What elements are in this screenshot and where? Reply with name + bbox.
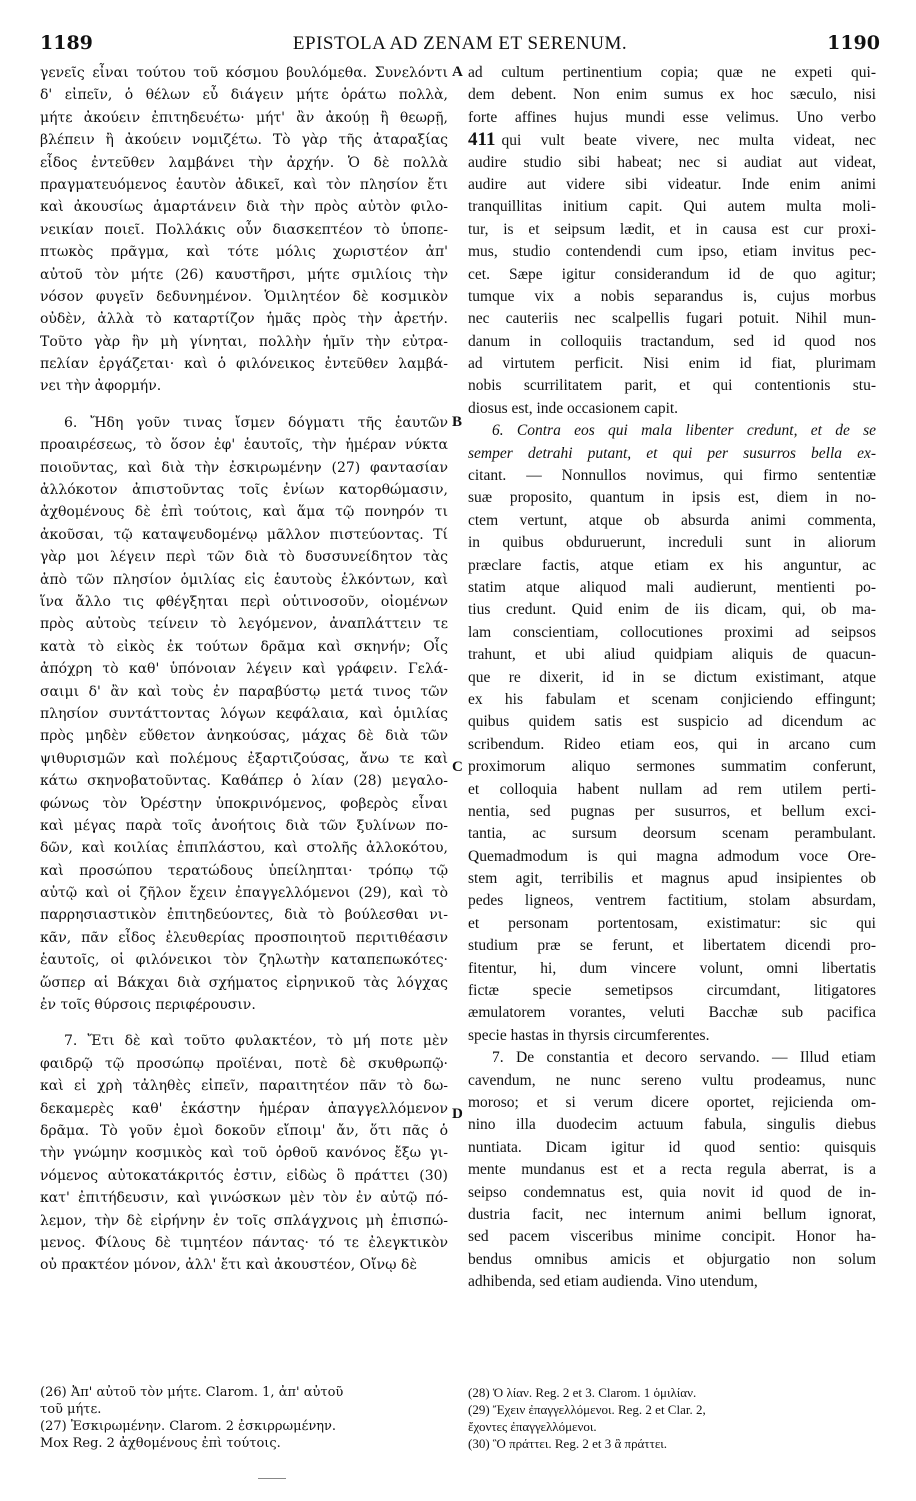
text-line: cavendum, ne nunc sereno vultu prodeamus, nunc xyxy=(468,1071,876,1089)
text-line: ψιθυρισμῶν καὶ πολέμους ἐξαρτιζούσας, ἄνω τε καὶ xyxy=(40,750,448,767)
text-line: πελίαν ἐργάζεται· καὶ ὁ φιλόνεικος ἐντεῦθεν λαμβά- xyxy=(40,356,448,373)
text-line: πρὸς μηδὲν εὔθετον ἀνηκούσας, μάχας δὲ διὰ τῶν xyxy=(40,728,448,745)
text-line xyxy=(40,1016,448,1030)
text-line: μήτε ἀκούειν ἐπιτηδευέτω· μήτ' ἂν ἀκούῃ ἢ θεωρῇ, xyxy=(40,109,448,126)
text-line: Quemadmodum is qui magna admodum voce Ore- xyxy=(468,847,876,865)
page-number-left: 1189 xyxy=(40,32,93,54)
greek-column xyxy=(40,62,448,1277)
text-line: κάτω σκηνοβατοῦντας. Καθάπερ ὁ λίαν (28) μεγαλο- xyxy=(40,773,448,790)
text-line: δ' εἰπεῖν, ὁ θέλων εὖ διάγειν μήτε ὁράτω πολλὰ, xyxy=(40,87,448,104)
text-line: suæ proposito, quantum in ipsis est, diem in no- xyxy=(468,489,876,507)
text-line: ἀχθομένους δὲ ἐπὶ τούτοις, καὶ ἅμα τῷ πονηρόν τι xyxy=(40,504,448,521)
text-line: mente mundanus est et a recta regula aberrat, is a xyxy=(468,1161,876,1179)
text-line: νεικίαν ποιεῖ. Πολλάκις οὖν διασκεπτέον τὸ ὑποπε- xyxy=(40,221,448,238)
footnote-line: τοῦ μήτε. xyxy=(40,1402,102,1417)
margin-marker-d: D xyxy=(452,1106,463,1122)
text-line: scribendum. Rideo etiam eos, qui in arcano cum xyxy=(468,735,876,753)
text-line: εἶδος ἐντεῦθεν λαμβάνει τὴν ἀρχήν. Ὁ δὲ πολλὰ xyxy=(40,154,448,171)
text-line: ἐν τοῖς θύρσοις περιφέρουσιν. xyxy=(40,997,256,1014)
text-line: moroso; et si verum dicere oportet, rejicienda om- xyxy=(468,1093,876,1111)
text-line: ἀκοῦσαι, τῷ καταψευδομένῳ μᾶλλον πιστεύοντας. Τί xyxy=(40,526,448,543)
text-line: mus, studio contendendi cum ipso, etiam invitus pec- xyxy=(468,243,876,261)
text-line: proximorum aliquo sermones summatim conferunt, xyxy=(468,758,876,776)
text-line: fitentur, hi, dum vincere volunt, omni libertatis xyxy=(468,959,876,977)
text-line: ἑαυτοῖς, οἱ φιλόνεικοι τὸν ζηλωτὴν καταπεπωκότες· xyxy=(40,952,448,969)
text-line: stem agit, terribilis et magnus apud insipientes ob xyxy=(468,870,876,888)
margin-marker-b: B xyxy=(452,414,463,430)
running-title: EPISTOLA AD ZENAM ET SERENUM. xyxy=(292,33,628,54)
text-line: γὰρ μοι λέγειν περὶ τῶν διὰ τὸ δυσσυνείδητον τὰς xyxy=(40,549,448,566)
text-line: 6. Ἤδη γοῦν τινας ἴσμεν δόγματι τῆς ἑαυτῶν xyxy=(64,414,448,431)
text-line: ἀπὸ τῶν πλησίον ὁμιλίας εἰς ἑαυτοὺς ἑλκόντων, καὶ xyxy=(40,571,448,588)
text-line: νόμενος αὐτοκατάκριτός ἐστιν, εἰδὼς ὃ πράττει (30) xyxy=(40,1167,448,1184)
text-line: κατ' ἐπιτήδευσιν, καὶ γινώσκων μὲν τὸν ἐν αὐτῷ πό- xyxy=(40,1190,448,1207)
text-line: λεμον, τὴν δὲ εἰρήνην ἐν τοῖς σπλάγχνοις μὴ ἐπισπώ- xyxy=(40,1212,448,1229)
text-line: tius credunt. Quid enim de iis dicam, qui, ob ma- xyxy=(468,601,876,619)
text-line: æmulatorem vorantes, veluti Bacchæ sub pacifica xyxy=(468,1004,876,1022)
text-line: ad cultum pertinentium copia; quæ ne expeti qui- xyxy=(468,64,876,81)
text-line: ctem vertunt, atque ob absurda animi commenta, xyxy=(468,511,876,529)
text-line: præclare factis, atque etiam ex his anguntur, ac xyxy=(468,556,876,574)
text-line: προαιρέσεως, τὸ ὅσον ἐφ' ἑαυτοῖς, τὴν ἡμέραν νύκτα xyxy=(40,437,448,454)
text-line: οὐ πρακτέον μόνον, ἀλλ' ἔτι καὶ ἀκουστέον, Οἴνῳ δὲ xyxy=(40,1257,417,1274)
text-line: 7. De constantia et decoro servando. — Illud etiam xyxy=(492,1049,876,1067)
footer-rule xyxy=(258,1478,286,1479)
text-line: πραγματευόμενος ἑαυτὸν ἀδικεῖ, καὶ τὸν πλησίον ἔτι xyxy=(40,176,448,193)
text-line: et personam portentosam, existimatur: sic qui xyxy=(468,914,876,932)
text-line: 6. Contra eos qui mala libenter credunt, et de se xyxy=(492,422,876,440)
text-line: δεκαμερὲς καθ' ἑκάστην ἡμέραν ἀπαγγελλόμενον xyxy=(40,1100,448,1117)
footnotes-left xyxy=(40,1384,448,1452)
text-line: Τοῦτο γὰρ ἣν μὴ γίνηται, πολλὴν ἡμῖν τὴν εὐτρα- xyxy=(40,333,448,350)
text-line: dustria facit, nec internum animi bellum ignorat, xyxy=(468,1205,876,1223)
text-line: δῶν, καὶ κοιλίας ἐπιπλάστου, καὶ στολῆς ἀλλοκότου, xyxy=(40,840,448,857)
footnote-line: (26) Ἀπ' αὐτοῦ τὸν μήτε. Clarom. 1, ἀπ' αὐτοῦ xyxy=(40,1385,344,1400)
text-line: sed pacem visceribus minime concipit. Honor ha- xyxy=(468,1228,876,1246)
text-line: lam conscientiam, collocutiones proximi ad seipsos xyxy=(468,623,876,641)
text-line: αὐτῷ καὶ οἱ ζῆλον ἔχειν ἐπαγγελλόμενοι (29), καὶ τὸ xyxy=(40,885,448,902)
text-line: ἵνα ἄλλο τις φθέγξηται περὶ οὑτινοσοῦν, οἰομένων xyxy=(40,593,448,610)
text-line: καὶ προσώπου τερατώδους ὑπείληπται· τρόπῳ τῷ xyxy=(40,862,448,879)
text-line: que re dixerit, id in se dictum existimant, atque xyxy=(468,668,876,686)
text-line: βλέπειν ἢ ἀκούειν νομιζέτω. Τὸ γὰρ τῆς ἀταραξίας xyxy=(40,132,448,149)
footnote-line: Mox Reg. 2 ἀχθομένους ἐπὶ τούτοις. xyxy=(40,1436,281,1451)
text-line: νει τὴν ἀφορμήν. xyxy=(40,378,162,395)
text-line: tur, is et seipsum lædit, et in causa est cur proxi- xyxy=(468,220,876,238)
running-header xyxy=(40,32,880,58)
text-line: dem debent. Non enim sumus ex hoc sæculo, nisi xyxy=(468,86,876,104)
text-line: 7. Ἔτι δὲ καὶ τοῦτο φυλακτέον, τὸ μή ποτε μὲν xyxy=(64,1033,448,1050)
text-line: danum in colloquiis tractandum, sed id quod nos xyxy=(468,332,876,350)
footnote-line: (28) Ὁ λίαν. Reg. 2 et 3. Clarom. 1 ὁμιλίαν. xyxy=(468,1385,697,1400)
text-line: cet. Sæpe igitur considerandum id de quo agitur; xyxy=(468,265,876,283)
text-line: καὶ ἀκουσίως ἁμαρτάνειν διὰ τὴν πρὸς αὐτὸν φιλο- xyxy=(40,199,448,216)
text-line: πρὸς αὐτοὺς τείνειν τὸ λεγόμενον, ἀναπλάττειν τε xyxy=(40,616,448,633)
text-line: μενος. Φίλους δὲ τιμητέον πάντας· τό τε ἐλεγκτικὸν xyxy=(40,1234,448,1251)
text-line: tranquillitas initium capit. Qui autem multa moli- xyxy=(468,198,876,216)
text-line: ποιοῦντας, καὶ διὰ τὴν ἐσκιρωμένην (27) φαντασίαν xyxy=(40,459,448,476)
text-line: δρᾶμα. Τὸ γοῦν ἐμοὶ δοκοῦν εἴποιμ' ἄν, ὅτι πᾶς ὁ xyxy=(40,1122,448,1139)
text-line: nobis scurrilitatem parit, et qui contentionis stu- xyxy=(468,377,876,395)
text-line: semper detrahi putant, et qui per susurros bella ex- xyxy=(468,444,876,462)
text-line: nec cauteriis nec scalpellis fugari potuit. Nihil mun- xyxy=(468,310,876,328)
text-line: ad virtutem perficit. Nisi enim id fiat, plurimam xyxy=(468,355,876,373)
text-line: nentia, sed pugnas per susurros, et bellum exci- xyxy=(468,802,876,820)
text-line: fictæ specie semetipsos circumdant, litigatores xyxy=(468,982,876,1000)
text-line: in quibus obduruerunt, increduli sunt in aliorum xyxy=(468,534,876,552)
text-line: καὶ μέγας παρὰ τοῖς ἀνοήτοις διὰ τῶν ξυλίνων πο- xyxy=(40,817,448,834)
text-line-body: qui vult beate vivere, nec multa videat, nec xyxy=(501,132,876,150)
text-line: seipso condemnatus est, quia novit id quod de in- xyxy=(468,1183,876,1201)
text-line: forte affines hujus mundi esse velimus. Uno verbo xyxy=(468,108,876,126)
text-line: citant. — Nonnullos novimus, qui firmo sententiæ xyxy=(468,467,876,485)
footnote-line: (27) Ἐσκιρωμένην. Clarom. 2 ἐσκιρρωμένην. xyxy=(40,1419,337,1434)
footnote-line: (29) Ἔχειν ἐπαγγελλόμενοι. Reg. 2 et Clar. 2, xyxy=(468,1402,706,1417)
text-line: φαιδρῷ τῷ προσώπῳ προϊέναι, ποτὲ δὲ σκυθρωπῷ· xyxy=(40,1055,448,1072)
text-line: κατὰ τὸ εἰκὸς ἐκ τούτων δρᾶμα καὶ σκηνήν; Οἷς xyxy=(40,638,448,655)
footnote-line: (30) Ὃ πράττει. Reg. 2 et 3 ἃ πράττει. xyxy=(468,1436,668,1451)
text-line: ἀλλόκοτον ἀπιστοῦντας τοῖς ἐνίων κατορθώμασιν, xyxy=(40,482,448,499)
text-line: specie hastas in thyrsis circumferentes. xyxy=(468,1026,710,1044)
text-line: et colloquia habent nullam ad rem utilem perti- xyxy=(468,780,876,798)
text-line: πτωκὸς πρᾶγμα, καὶ τότε μόλις χωριστέον ἀπ' xyxy=(40,244,448,261)
text-line: παρρησιαστικὸν ἐπιτηδεύοντες, διὰ τὸ βούλεσθαι νι- xyxy=(40,907,448,924)
margin-marker-c: C xyxy=(452,759,463,775)
text-line: οὐδὲν, ἀλλὰ τὸ καταρτίζον ἡμᾶς πρὸς τὴν ἀρετήν. xyxy=(40,311,448,328)
text-line: nino illa duodecim actuum fabula, singulis diebus xyxy=(468,1116,876,1134)
text-line: tumque vix a nobis separandus is, cujus morbus xyxy=(468,287,876,305)
text-line: σαιμι δ' ἂν καὶ τοὺς ἐν παραβύστῳ μετά τινος τῶν xyxy=(40,683,448,700)
text-line: bendus omnibus amicis et objurgatio non solum xyxy=(468,1250,876,1268)
footnote-line: ἔχοντες ἐπαγγελλόμενοι. xyxy=(468,1419,597,1434)
page-number-right: 1190 xyxy=(827,32,880,54)
text-line xyxy=(468,129,876,151)
text-line xyxy=(40,398,448,412)
text-line: κᾶν, πᾶν εἶδος ἐλευθερίας προσποιητοῦ περιτιθέασιν xyxy=(40,929,448,946)
text-line: πλησίον συντάττοντας λόγων κεφάλαια, καὶ ὁμιλίας xyxy=(40,705,448,722)
text-line: diosus est, inde occasionem capit. xyxy=(468,399,679,417)
text-line: studium præ se ferunt, et libertatem dicendi pro- xyxy=(468,937,876,955)
text-line: γενεῖς εἶναι τούτου τοῦ κόσμου βουλόμεθα. Συνελόντι xyxy=(40,65,448,81)
text-line: αὐτοῦ τὸν μήτε (26) καυστῆρσι, μήτε σμιλίοις τὴν xyxy=(40,266,448,283)
text-line: ἀπόχρη τὸ καθ' ὑπόνοιαν λέγειν καὶ γράφειν. Γελά- xyxy=(40,661,448,678)
text-line: ὥσπερ αἱ Βάκχαι διὰ σχήματος εἰρηνικοῦ τὰς λόγχας xyxy=(40,974,448,991)
text-line: audire studio sibi habeat; nec si audiat aut videat, xyxy=(468,153,876,171)
text-line: audire aut videre sibi videatur. Inde enim animi xyxy=(468,175,876,193)
text-line: τὴν γνώμην κοσμικὸς καὶ τοῦ ὀρθοῦ κανόνος ἔξω γι- xyxy=(40,1145,448,1162)
text-line: καὶ εἰ χρὴ τἀληθὲς εἰπεῖν, παραιτητέον πᾶν τὸ δω- xyxy=(40,1078,448,1095)
text-line: nuntiata. Dicam igitur id quod sentio: quisquis xyxy=(468,1138,876,1156)
page-marker-411: 411 xyxy=(468,129,496,151)
margin-marker-a: A xyxy=(452,64,463,80)
text-line: ex his fabulam et scenam conjiciendo effingunt; xyxy=(468,690,876,708)
text-line: quibus quidem satis est suspicio ad dicendum ac xyxy=(468,713,876,731)
latin-column xyxy=(468,62,876,1293)
text-line: νόσον φυγεῖν δεδυνημένον. Ὁμιλητέον δὲ κοσμικὸν xyxy=(40,288,448,305)
text-line: trahunt, et ubi aliud quidpiam aliquis de quacun- xyxy=(468,646,876,664)
text-line: statim atque aliquod mali audierunt, mentienti po- xyxy=(468,578,876,596)
text-line: adhibenda, sed etiam audienda. Vino utendum, xyxy=(468,1273,758,1291)
text-line: φώνως τὸν Ὀρέστην ὑποκρινόμενος, φοβερὸς εἶναι xyxy=(40,795,448,812)
text-line: pedes ligneos, ventrem factitium, stolam absurdam, xyxy=(468,892,876,910)
text-line: tantia, ac sursum deorsum scenam perambulant. xyxy=(468,825,876,843)
footnotes-right xyxy=(468,1384,876,1452)
